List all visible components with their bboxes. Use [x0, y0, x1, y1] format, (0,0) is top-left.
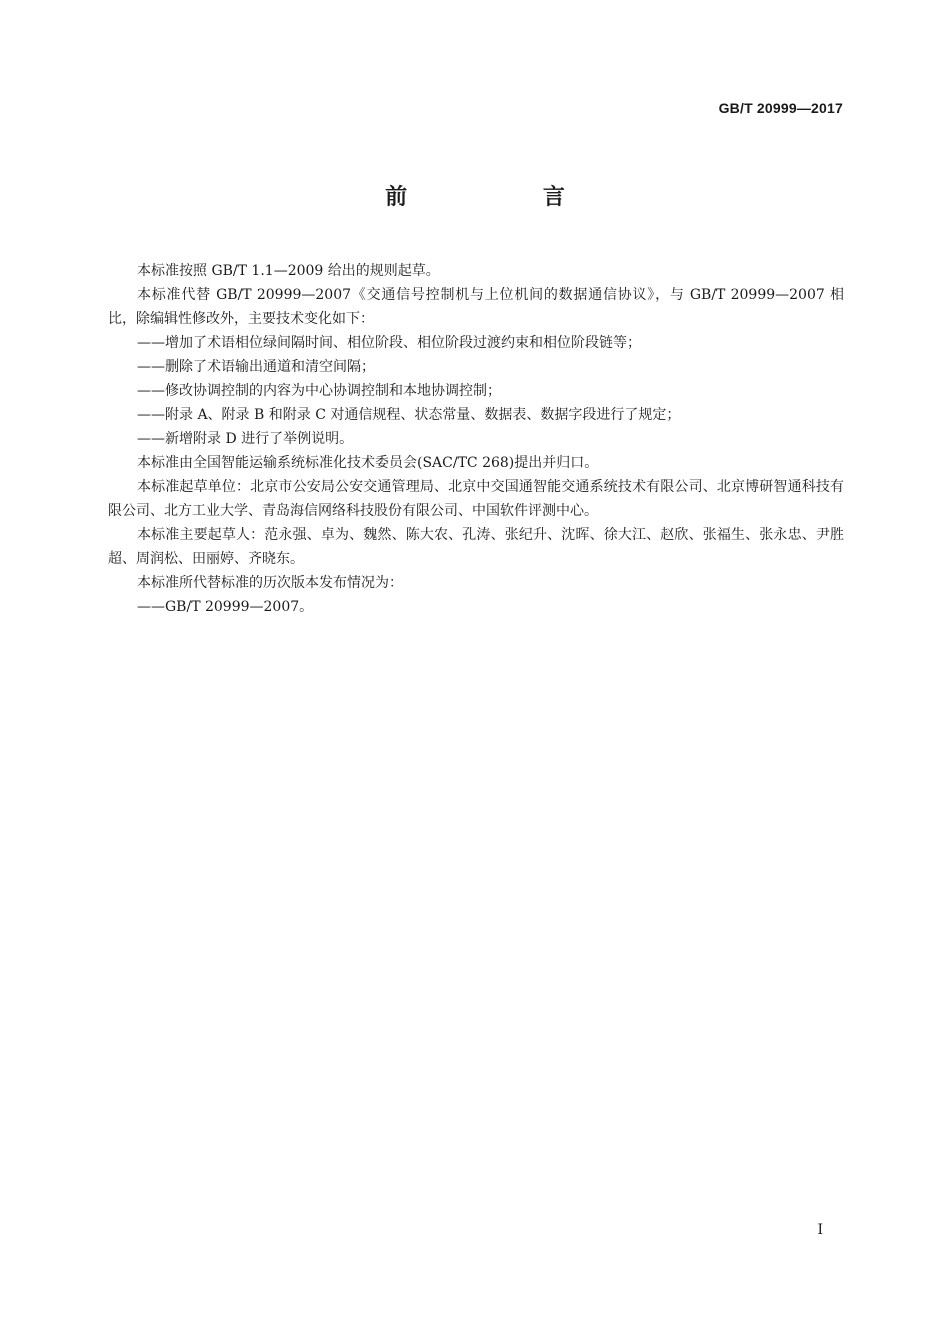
paragraph: 本标准所代替标准的历次版本发布情况为： — [137, 575, 403, 591]
list-item: ——修改协调控制的内容为中心协调控制和本地协调控制； — [137, 383, 501, 399]
list-item: ——附录 A、附录 B 和附录 C 对通信规程、状态常量、数据表、数据字段进行了规定； — [137, 407, 681, 423]
paragraph: 本标准由全国智能运输系统标准化技术委员会(SAC/TC 268)提出并归口。 — [137, 455, 599, 471]
page-number: I — [817, 1222, 823, 1238]
standard-code: GB/T 20999—2017 — [718, 100, 843, 116]
list-item: ——增加了术语相位绿间隔时间、相位阶段、相位阶段过渡约束和相位阶段链等； — [137, 335, 641, 351]
list-item: ——新增附录 D 进行了举例说明。 — [137, 431, 354, 447]
list-item: ——删除了术语输出通道和清空间隔； — [137, 359, 375, 375]
paragraph: 本标准起草单位：北京市公安局公安交通管理局、北京中交国通智能交通系统技术有限公司、北京博研智通科技有限公司、北方工业大学、青岛海信网络科技股份有限公司、中国软件评测中心。 — [108, 479, 844, 519]
paragraph: 本标准主要起草人：范永强、卓为、魏然、陈大农、孔涛、张纪升、沈晖、徐大江、赵欣、张福生、张永忠、尹胜超、周润松、田丽婷、齐晓东。 — [108, 527, 844, 567]
paragraph: 本标准代替 GB/T 20999—2007《交通信号控制机与上位机间的数据通信协议》，与 GB/T 20999—2007 相比，除编辑性修改外，主要技术变化如下： — [108, 287, 844, 327]
list-item: ——GB/T 20999—2007。 — [137, 599, 314, 615]
page-title: 前 言 — [385, 185, 629, 210]
paragraph: 本标准按照 GB/T 1.1—2009 给出的规则起草。 — [137, 263, 440, 279]
foreword-body — [108, 259, 844, 619]
